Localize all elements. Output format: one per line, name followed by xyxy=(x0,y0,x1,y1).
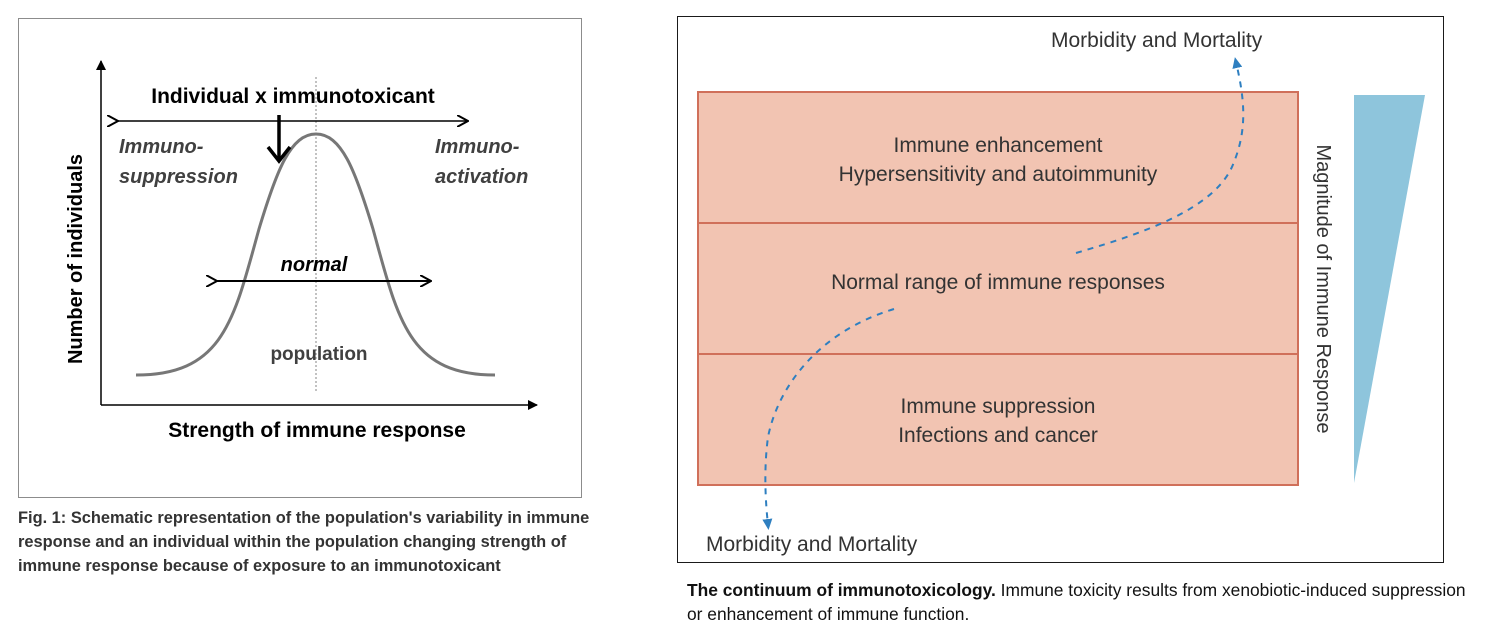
population-diagram xyxy=(19,19,581,497)
band-suppression xyxy=(698,354,1298,485)
magnitude-label: Magnitude of Immune Response xyxy=(1312,144,1334,434)
immunotoxicology-continuum-panel xyxy=(677,16,1444,563)
x-axis-label: Strength of immune response xyxy=(168,419,466,442)
top-label: Individual x immunotoxicant xyxy=(151,85,435,108)
y-axis-label: Number of individuals xyxy=(65,153,87,365)
band-enhancement-line2: Hypersensitivity and autoimmunity xyxy=(838,163,1158,186)
continuum-caption-title: The continuum of immunotoxicology. xyxy=(687,580,996,600)
population-diagram-panel xyxy=(18,18,582,498)
continuum-caption xyxy=(687,578,1467,626)
band-suppression-line1: Immune suppression xyxy=(900,395,1096,418)
continuum-caption-text: Immune toxicity results from xenobiotic-induced suppression or enhancement of immune function. xyxy=(687,580,1466,624)
immunotoxicology-continuum xyxy=(678,17,1443,562)
population-diagram-caption: Fig. 1: Schematic representation of the population's variability in immune response and an individual within the population changing strength of immune response because of exposure to an immunotoxicant xyxy=(18,509,590,575)
activation-label-1: Immuno- xyxy=(435,136,520,158)
band-suppression-line2: Infections and cancer xyxy=(898,424,1098,447)
band-enhancement-line1: Immune enhancement xyxy=(893,134,1103,157)
band-normal-line1: Normal range of immune responses xyxy=(831,271,1165,294)
bottom-outcome-label: Morbidity and Mortality xyxy=(706,533,918,556)
magnitude-wedge xyxy=(1354,95,1425,483)
normal-label: normal xyxy=(280,254,348,276)
band-enhancement xyxy=(698,92,1298,223)
population-label: population xyxy=(270,344,368,365)
suppression-label-1: Immuno- xyxy=(119,136,204,158)
top-outcome-label: Morbidity and Mortality xyxy=(1051,29,1263,52)
suppression-label-2: suppression xyxy=(119,166,238,188)
activation-label-2: activation xyxy=(435,166,529,188)
